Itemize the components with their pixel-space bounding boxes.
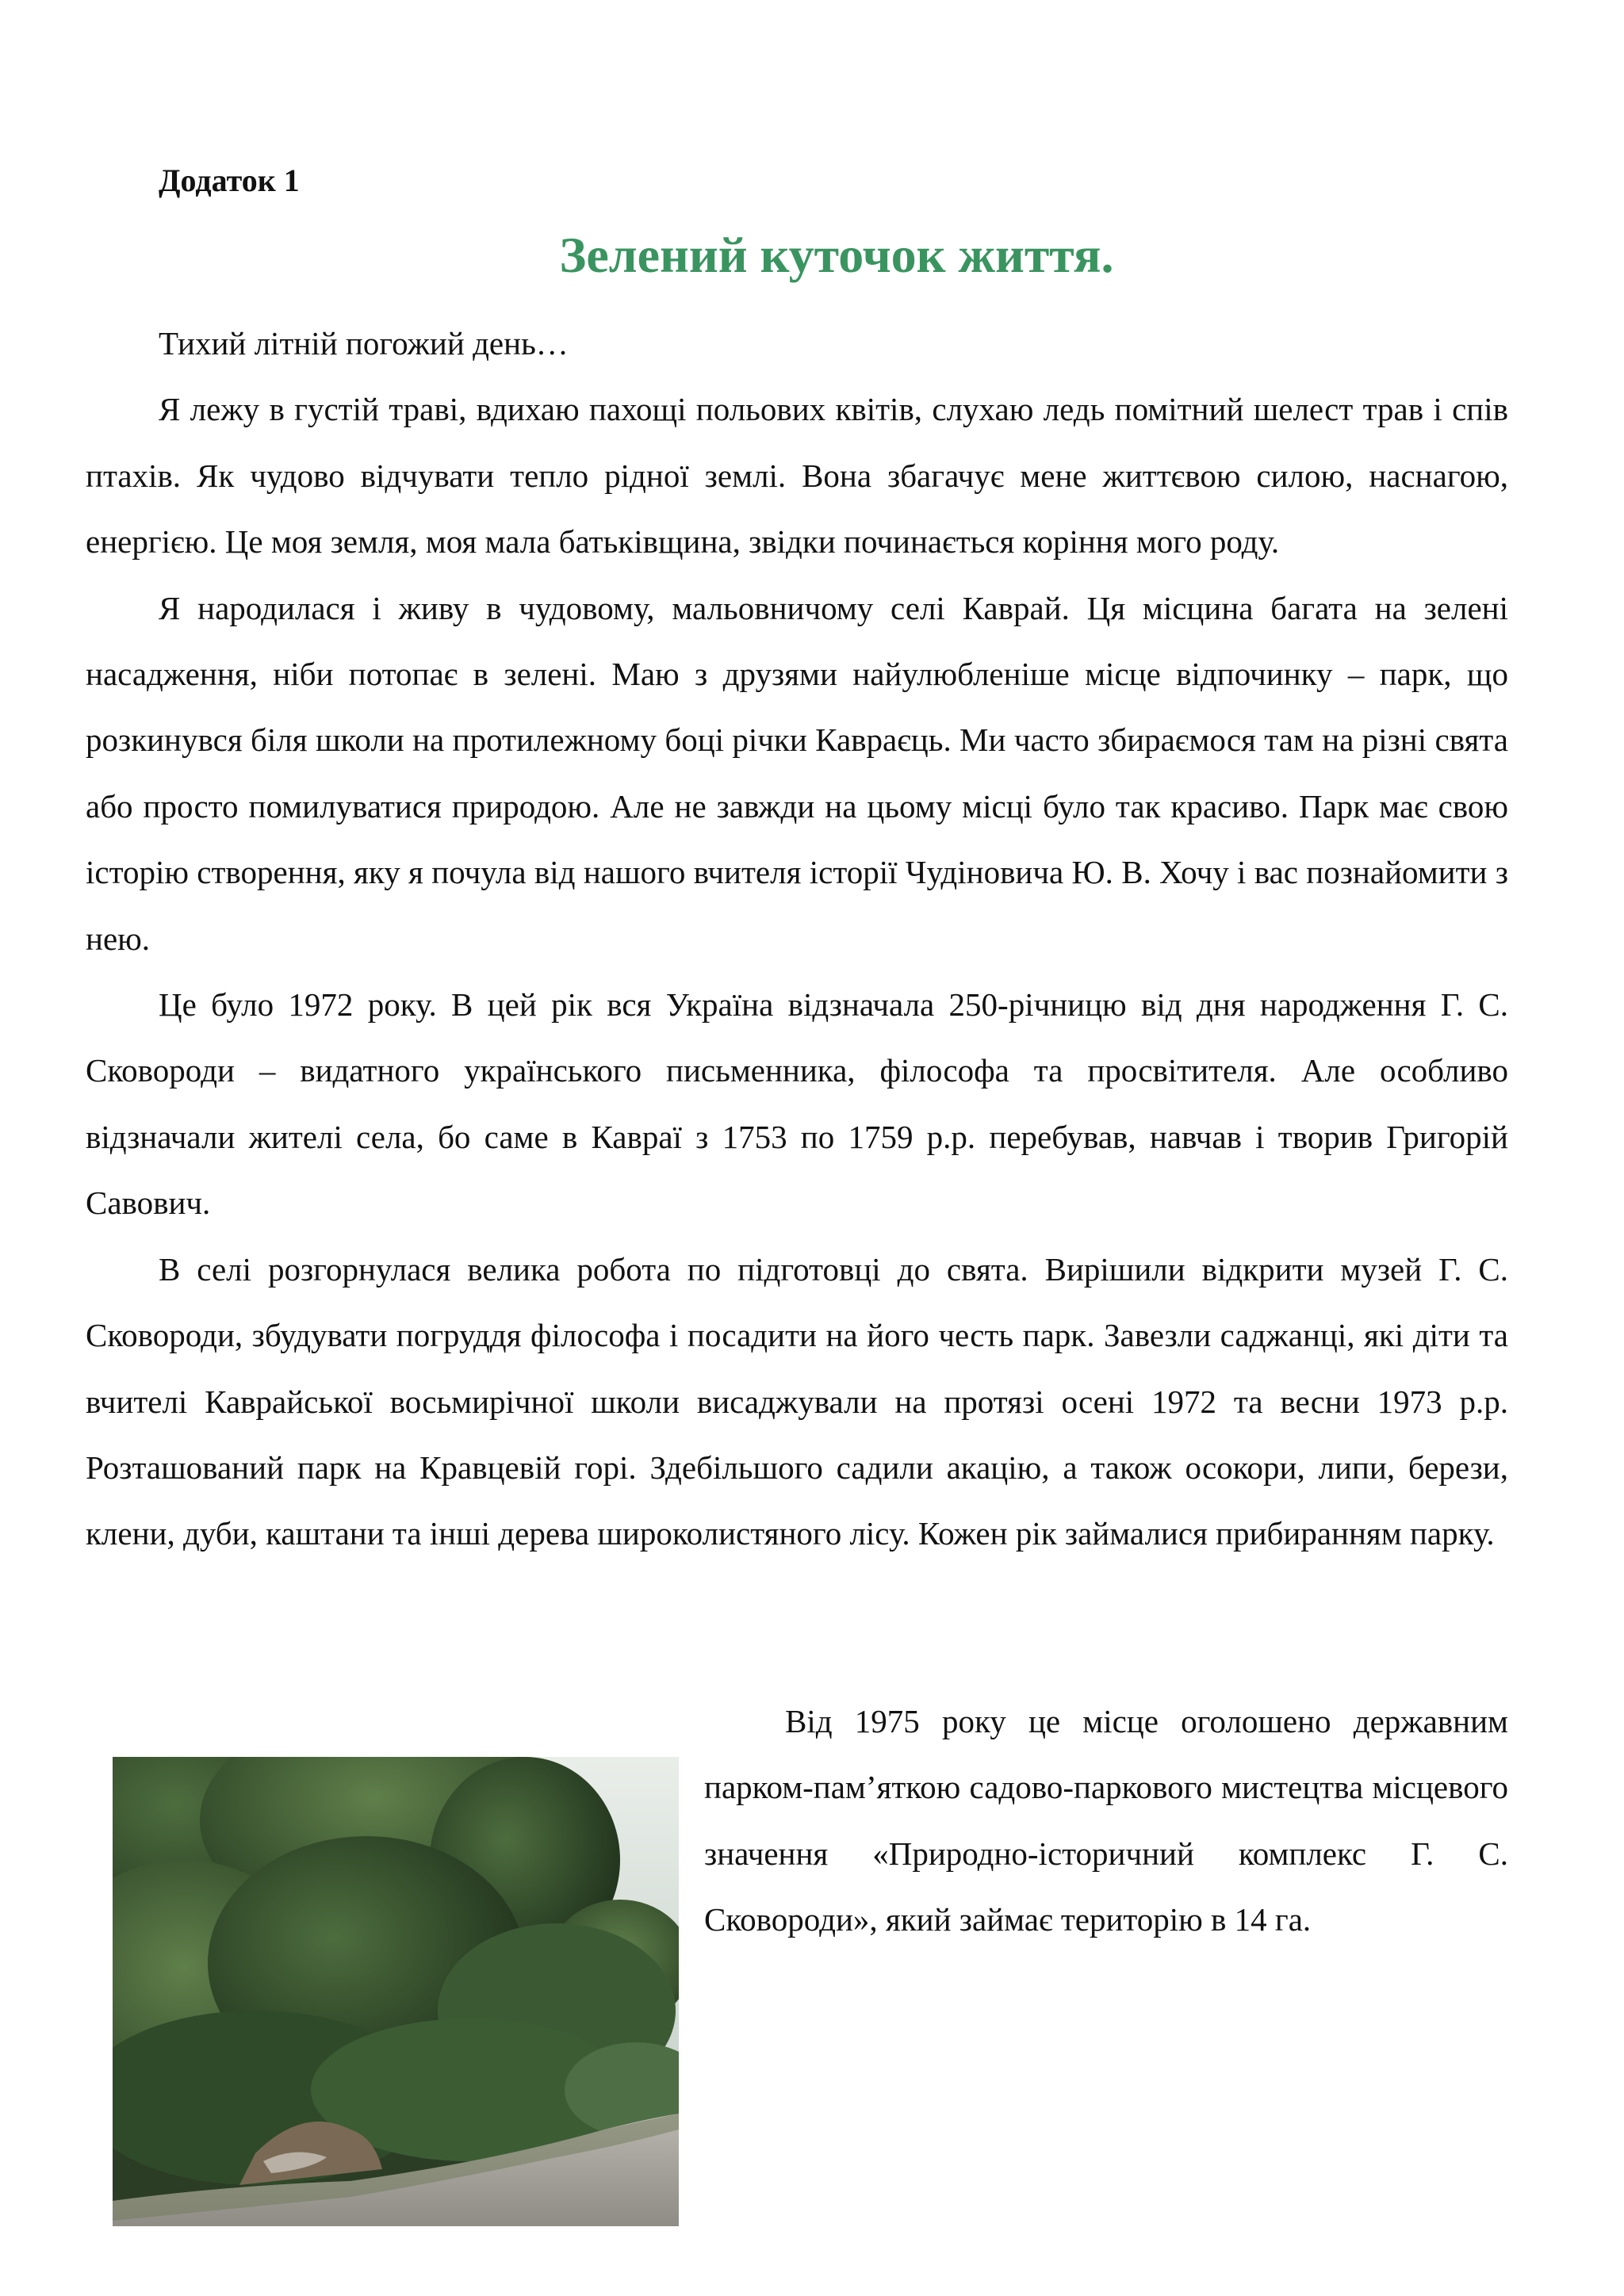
document-title: Зелений куточок життя. <box>559 227 1114 283</box>
side-text <box>704 1689 1508 1954</box>
paragraph-4: Це було 1972 року. В цей рік вся Україна відзначала 250-річницю від дня народження Г. С. Сковороди – видатного українського письменника, філософа та просвітителя. Але особливо відзначали жителі села, бо саме в Кавраї з 1753 по 1759 р.р. перебував, навчав і творив Григорій Савович. <box>86 986 1508 1222</box>
park-photo <box>113 1757 679 2226</box>
body-text <box>86 311 1508 1567</box>
paragraph-1: Тихий літній погожий день… <box>159 325 569 362</box>
paragraph-3: Я народилася і живу в чудовому, мальовничому селі Каврай. Ця місцина багата на зелені насадження, ніби потопає в зелені. Маю з друзями найулюбленіше місце відпочинку – парк, що розкинувся біля школи на протилежному боці річки Кавраєць. Ми часто збираємося там на різні свята або просто помилуватися природою. Але не завжди на цьому місці було так красиво. Парк має свою історію створення, яку я почула від нашого вчителя історії Чудіновича Ю. В. Хочу і вас познайомити з нею. <box>86 589 1508 957</box>
appendix-label: Додаток 1 <box>159 163 300 198</box>
paragraph-6: Від 1975 року це місце оголошено державним парком-пам’яткою садово-паркового мистецтва місцевого значення «Природно-історичний комплекс Г. С. Сковороди», який займає територію в 14 га. <box>704 1703 1508 1938</box>
paragraph-5: В селі розгорнулася велика робота по підготовці до свята. Вирішили відкрити музей Г. С. Сковороди, збудувати погруддя філософа і посадити на його честь парк. Завезли саджанці, які діти та вчителі Каврайської восьмирічної школи висаджували на протязі осені 1972 та весни 1973 р.р. Розташований парк на Кравцевій горі. Здебільшого садили акацію, а також осокори, липи, берези, клени, дуби, каштани та інші дерева широколистяного лісу. Кожен рік займалися прибиранням парку. <box>86 1250 1508 1552</box>
park-photo-image <box>113 1757 679 2226</box>
paragraph-2: Я лежу в густій траві, вдихаю пахощі польових квітів, слухаю ледь помітний шелест трав і спів птахів. Як чудово відчувати тепло рідної землі. Вона збагачує мене життєвою силою, наснагою, енергією. Це моя земля, моя мала батьківщина, звідки починається коріння мого роду. <box>86 391 1508 561</box>
